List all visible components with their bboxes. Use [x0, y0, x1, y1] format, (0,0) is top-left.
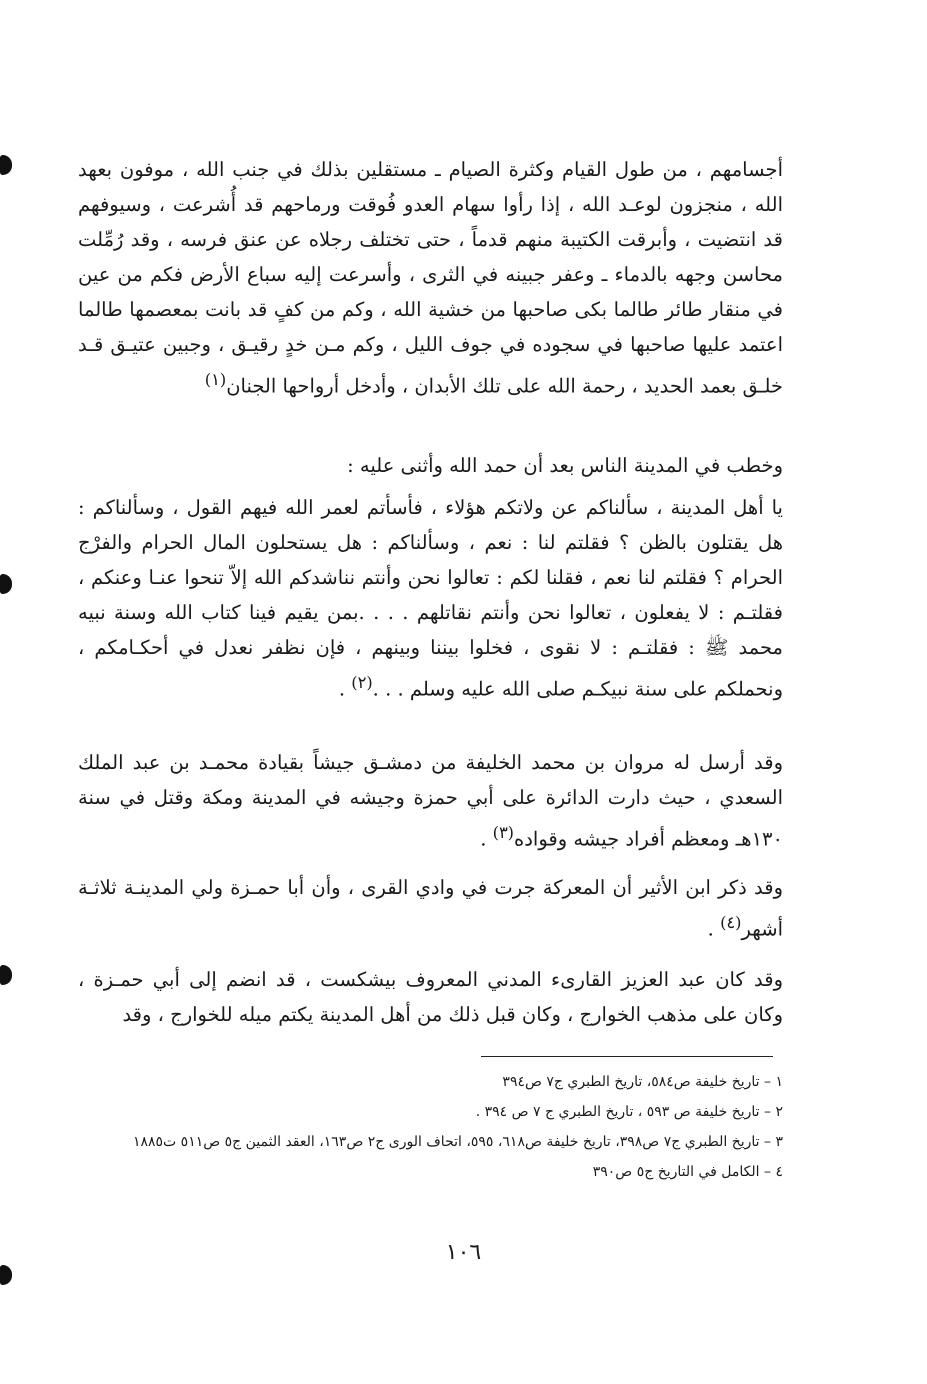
footnote: ١ – تاريخ خليفة ص٥٨٤، تاريخ الطبري ج٧ ص٣٩٤ [502, 1074, 783, 1090]
period: . [338, 677, 352, 701]
footnote-ref: (٢) [351, 673, 373, 692]
footnote-ref: (١) [204, 370, 227, 389]
period: . [480, 827, 493, 851]
footnote-ref: (٣) [492, 823, 515, 842]
paragraph-text: يا أهل المدينة ، سألناكم عن ولاتكم هؤلاء ، فأسأتم لعمر الله فيهم القول ، وسألناكم : هل يقتلون بالظن ؟ فقلتم لنا : نعم ، وسألناكم : هل يستحلون المال الحرام والفرْج الحرام ؟ فقلتم لنا نعم ، فقلنا لكم : تعالوا نحن وأنتم نناشدكم الله إلاّ تنحوا عنـا وعنكم ، فقلتـم : لا يفعلون ، تعالوا نحن وأنتم نقاتلهم . . . .بمن يقيم فينا كتاب الله وسنة نبيه محمد ﷺ : فقلتـم : لا نقوى ، فخلوا بيننا وبينهم ، فإن نظفر نعدل في أحكـامكم ، ونحملكم على سنة نبيكـم صلى الله عليه وسلم . . . [78, 496, 783, 701]
margin-mark [0, 155, 12, 175]
paragraph-text: وقد ذكر ابن الأثير أن المعركة جرت في وادي القرى ، وأن أبا حمـزة ولي المدينـة ثلاثـة أشهر [78, 876, 783, 941]
footnotes [78, 1070, 783, 1190]
footnote-ref: (٤) [720, 913, 742, 932]
paragraph-text: أجسامهم ، من طول القيام وكثرة الصيام ـ مستقلين بذلك في جنب الله ، موفون بعهد الله ، منجزون لوعـد الله ، إذا رأوا سهام العدو فُوقت ورماحهم قد أُشرعت ، وسيوفهم قد انتضيت ، وأبرقت الكتيبة منهم قدماً ، حتى تختلف رجلاه عن عنق فرسه ، وقد رُمِّلت محاسن وجهه بالدماء ـ وعفر جبينه في الثرى ، وأسرعت إليه سباع الأرض فكم من عين في منقار طائر طالما بكى صاحبها من خشية الله ، وكم من كفٍ قد بانت بمعصمها طالما اعتمد عليها صاحبها في سجوده في جوف الليل ، وكم مـن خدٍ رقيـق ، وجبين عتيـق قـد خلـق بعمد الحديد ، رحمة الله على تلك الأبدان ، وأدخل أرواحها الجنان [78, 158, 783, 398]
page-number: ١٠٦ [445, 1240, 482, 1265]
footnote: ٢ – تاريخ خليفة ص ٥٩٣ ، تاريخ الطبري ج ٧ ص ٣٩٤ . [475, 1104, 783, 1120]
margin-mark [0, 1265, 12, 1285]
body-paragraph [78, 745, 783, 857]
margin-mark [0, 965, 12, 985]
body-paragraph [78, 448, 783, 483]
paragraph-text: وقد أرسل له مروان بن محمد الخليفة من دمشـق جيشاً بقيادة محمـد بن عبد الملك السعدي ، حيث دارت الدائرة على أبي حمزة وجيشه في المدينة ومكة وقتل في سنة ١٣٠هـ ومعظم أفراد جيشه وقواده [78, 751, 783, 851]
footnote: ٣ – تاريخ الطبري ج٧ ص٣٩٨، تاريخ خليفة ص٦١٨، ٥٩٥، اتحاف الورى ج٢ ص١٦٣، العقد الثمين ج٥ ص٥١١ ت١٨٨٥ [132, 1134, 783, 1150]
footnote-separator [481, 1056, 773, 1057]
body-paragraph [78, 962, 783, 1032]
body-paragraph [78, 870, 783, 947]
paragraph-text: وخطب في المدينة الناس بعد أن حمد الله وأثنى عليه : [347, 454, 783, 477]
paragraph-text: وقد كان عبد العزيز القارىء المدني المعروف بيشكست ، قد انضم إلى أبي حمـزة ، وكان على مذهب الخوارج ، وكان قبل ذلك من أهل المدينة يكتم ميله للخوارج ، وقد [78, 968, 783, 1026]
footnote: ٤ – الكامل في التاريخ ج٥ ص٣٩٠ [592, 1164, 783, 1180]
sermon-quote [78, 490, 783, 707]
body-paragraph [78, 152, 783, 404]
period: . [707, 917, 721, 941]
margin-mark [0, 574, 12, 594]
